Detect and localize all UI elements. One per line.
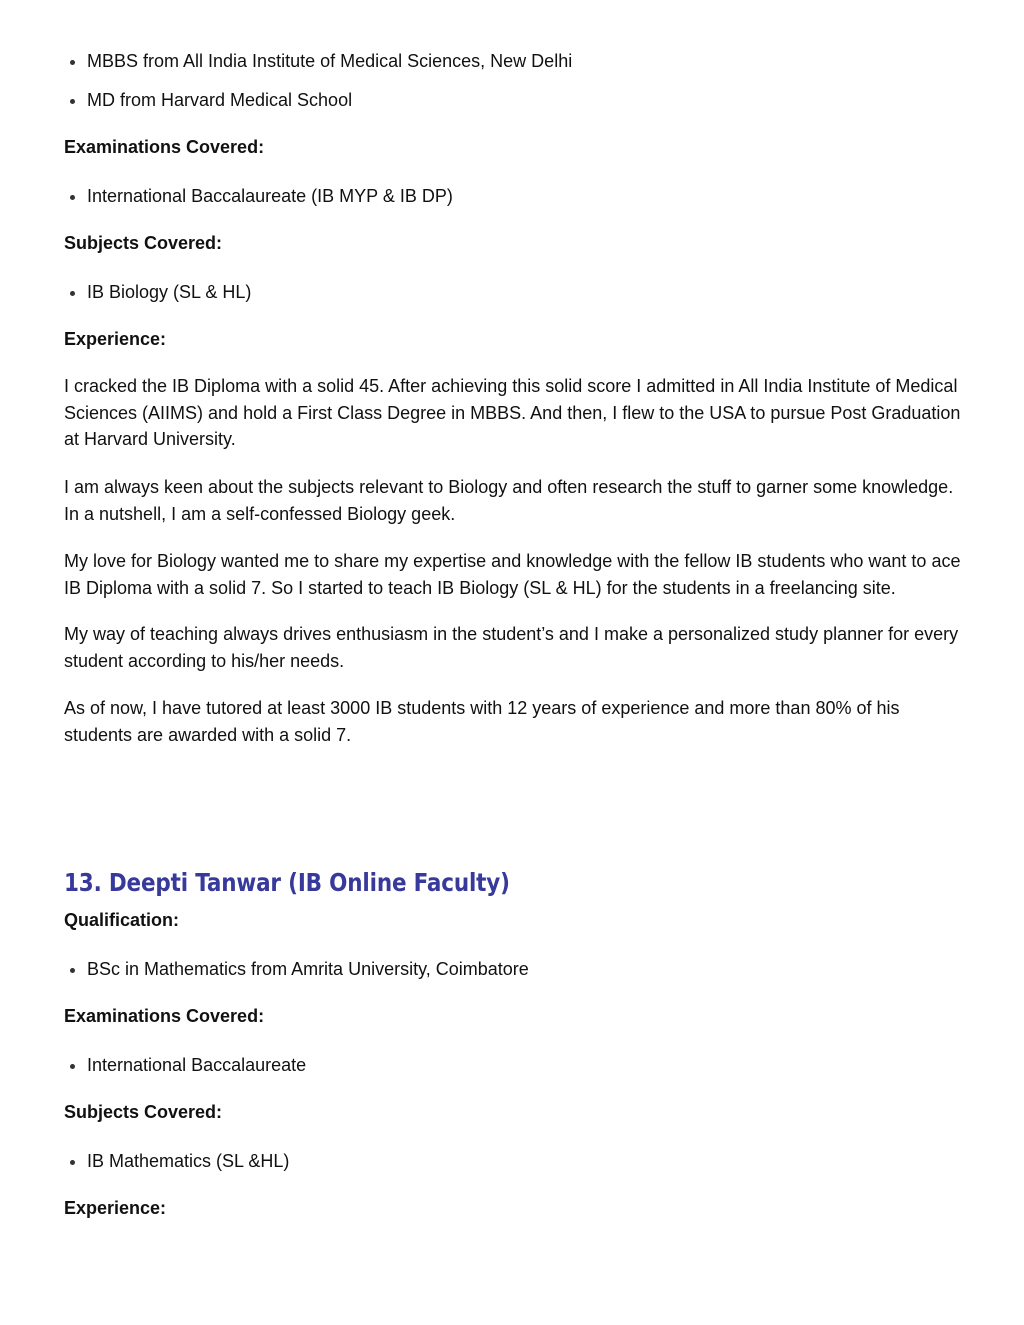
experience-paragraph: My love for Biology wanted me to share my expertise and knowledge with the fellow IB students who want to ace IB Diploma with a solid 7. So I started to teach IB Biology (SL & HL) for the students in a freelancing site.	[64, 551, 961, 598]
subjects-list	[64, 279, 251, 305]
list-item: International Baccalaureate	[64, 1052, 306, 1078]
subjects-label: Subjects Covered:	[64, 1102, 223, 1122]
subjects-label: Subjects Covered:	[64, 233, 223, 253]
experience-paragraph: As of now, I have tutored at least 3000 IB students with 12 years of experience and more than 80% of his students are awarded with a solid 7.	[64, 698, 900, 745]
experience-paragraph: I cracked the IB Diploma with a solid 45. After achieving this solid score I admitted in All India Institute of Medical Sciences (AIIMS) and hold a First Class Degree in MBBS. And then, I flew to the USA to pursue Post Graduation at Harvard University.	[64, 376, 961, 449]
qualification-list	[64, 956, 529, 982]
experience-paragraph: I am always keen about the subjects relevant to Biology and often research the stuff to garner some knowledge. In a nutshell, I am a self-confessed Biology geek.	[64, 477, 954, 524]
list-item: MD from Harvard Medical School	[64, 87, 572, 113]
subjects-list	[64, 1148, 289, 1174]
experience-paragraph: My way of teaching always drives enthusiasm in the student’s and I make a personalized study planner for every student according to his/her needs.	[64, 624, 959, 671]
examinations-label: Examinations Covered:	[64, 1006, 265, 1026]
examinations-label: Examinations Covered:	[64, 137, 265, 157]
list-item: MBBS from All India Institute of Medical Sciences, New Delhi	[64, 48, 572, 74]
list-item: IB Mathematics (SL &HL)	[64, 1148, 289, 1174]
qualification-list	[64, 48, 572, 113]
experience-label: Experience:	[64, 329, 167, 349]
qualification-label: Qualification:	[64, 910, 180, 930]
examinations-list	[64, 183, 453, 209]
tutor-heading: 13. Deepti Tanwar (IB Online Faculty)	[64, 868, 510, 897]
experience-label: Experience:	[64, 1198, 167, 1218]
list-item: International Baccalaureate (IB MYP & IB DP)	[64, 183, 453, 209]
list-item: IB Biology (SL & HL)	[64, 279, 251, 305]
examinations-list	[64, 1052, 306, 1078]
list-item: BSc in Mathematics from Amrita University, Coimbatore	[64, 956, 529, 982]
